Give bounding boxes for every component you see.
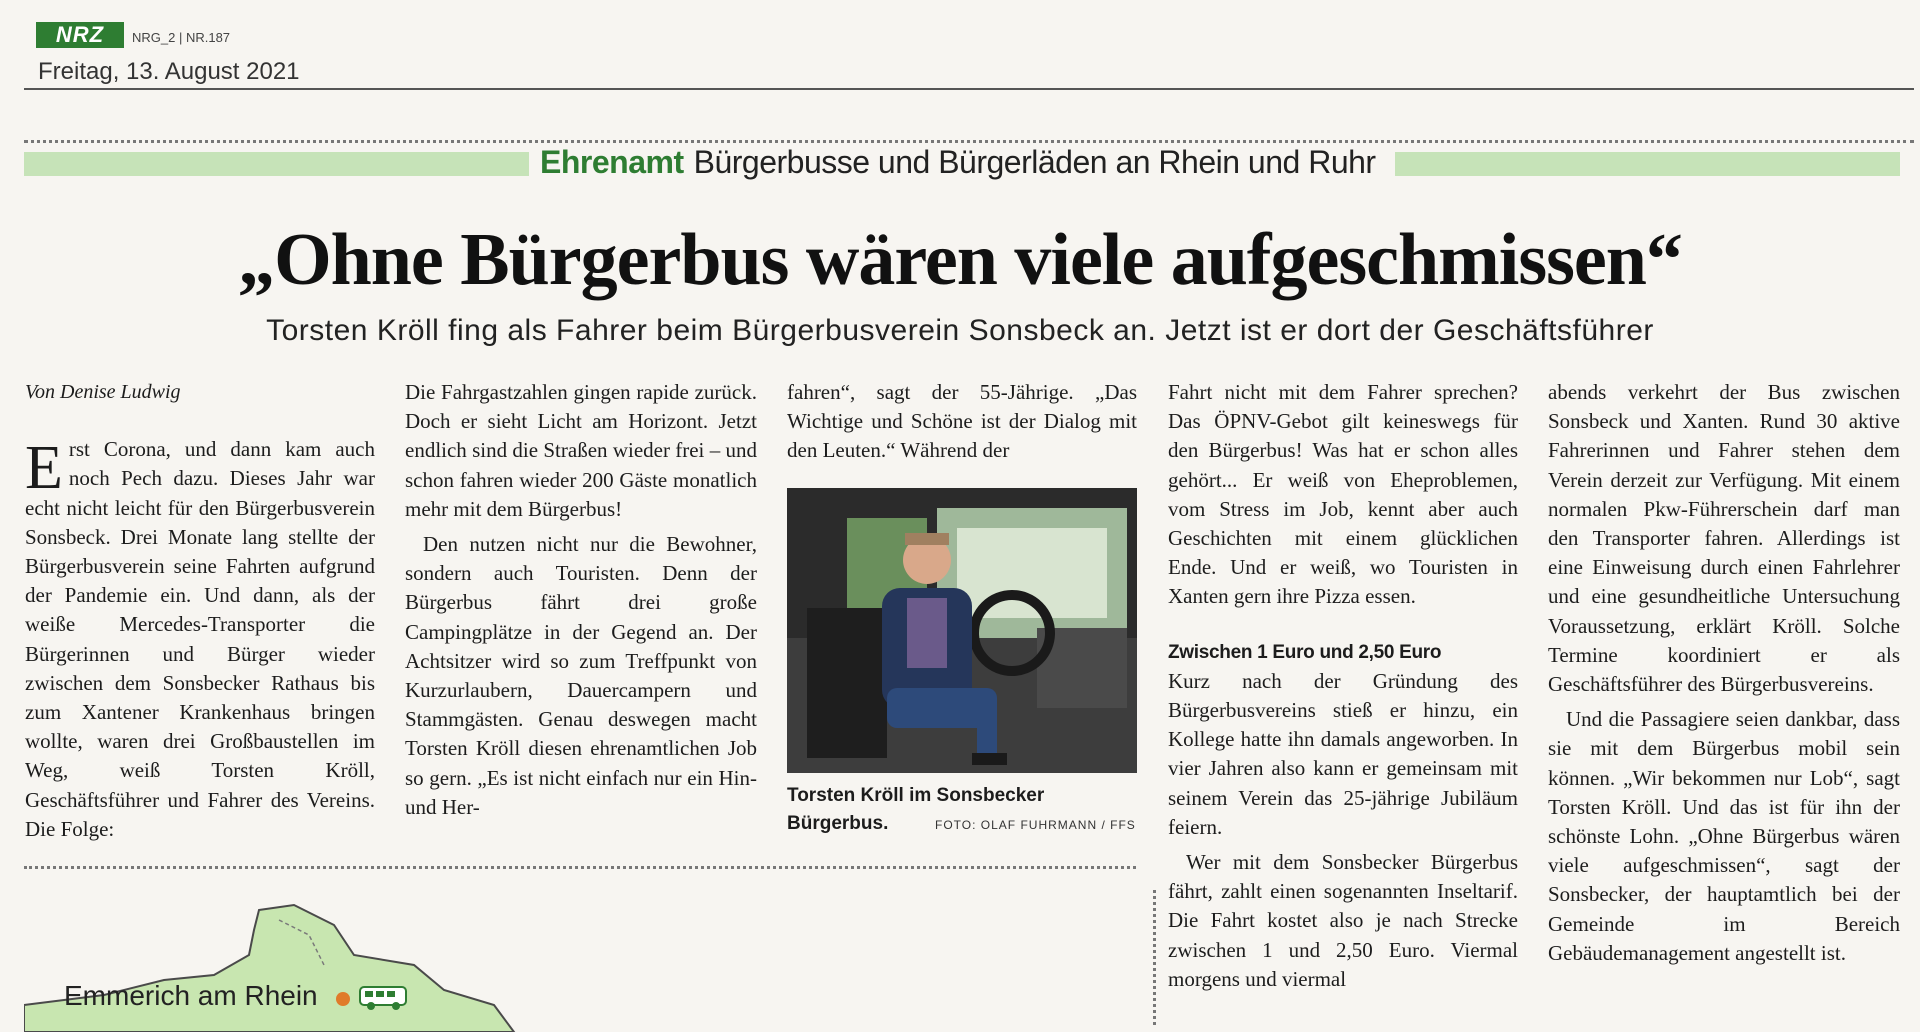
kicker-bar-right xyxy=(1395,152,1900,176)
paragraph: Wer mit dem Sonsbecker Bürgerbus fährt, zahlt einen sogenannten Inseltarif. Die Fahrt kostet also je nach Strecke zwischen 1 und 2,50 Euro. Viermal morgens und viermal xyxy=(1168,850,1518,991)
byline: Von Denise Ludwig xyxy=(25,381,181,403)
bus-icon xyxy=(358,984,410,1012)
paragraph: Den nutzen nicht nur die Bewohner, sondern auch Touristen. Denn der Bürgerbus fährt drei große Campingplätze in der Gegend an. Der Achtsitzer wird so zum Treffpunkt von Kurzurlaubern, Dauercampern und Stammgästen. Genau deswegen macht Torsten Kröll diesen ehrenamtlichen Job so gern. „Es ist nicht einfach nur ein Hin- und Her- xyxy=(405,532,757,819)
column-5 xyxy=(1548,378,1900,968)
paragraph-text: rst Corona, und dann kam auch noch Pech dazu. Dieses Jahr war echt nicht leicht für den Bürgerbusverein Sonsbeck. Drei Monate lang stellte der Bürgerbusverein seine Fahrten aufgrund der Pandemie ein. Und dann, als der weiße Mercedes-Transporter die Bürgerinnen und Bürger wieder zwischen dem Sonsbecker Rathaus bis zum Xantener Krankenhaus bringen wollte, waren drei Großbaustellen im Weg, weiß Torsten Kröll, Geschäftsführer und Fahrer des Vereins. Die Folge: xyxy=(25,437,375,841)
column-2 xyxy=(405,378,757,822)
location-marker xyxy=(336,992,350,1006)
kicker-bar-left xyxy=(24,152,529,176)
column-3 xyxy=(787,378,1137,466)
top-dotted-rule xyxy=(24,140,1914,143)
column-1 xyxy=(25,378,375,844)
paragraph: abends verkehrt der Bus zwischen Sonsbeck und Xanten. Rund 30 aktive Fahrerinnen und Fahrer stehen dem Verein derzeit zur Verfügung. Mit einem normalen Pkw-Führerschein darf man den Transporter fahren. Allerdings ist eine Einweisung durch einen Fahrlehrer und eine gesundheitliche Untersuchung Voraussetzung, erklärt Kröll. Solche Termine koordiniert er als Geschäftsführer des Bürgerbusvereins. xyxy=(1548,380,1900,697)
drop-cap: E xyxy=(25,434,63,503)
kicker-topic: Ehrenamt xyxy=(540,144,684,180)
column-4 xyxy=(1168,378,1518,994)
subheading: Zwischen 1 Euro und 2,50 Euro xyxy=(1168,641,1442,663)
kicker-title: Bürgerbusse und Bürgerläden an Rhein und Ruhr xyxy=(693,144,1376,180)
column-divider xyxy=(1153,890,1156,1025)
map-place-label: Emmerich am Rhein xyxy=(64,980,318,1011)
bottom-dotted-rule xyxy=(24,866,1136,869)
paragraph: fahren“, sagt der 55-Jährige. „Das Wichtige und Schöne ist der Dialog mit den Leuten.“ Während der xyxy=(787,380,1137,463)
subheadline: Torsten Kröll fing als Fahrer beim Bürgerbusverein Sonsbeck an. Jetzt ist er dort der Geschäftsführer xyxy=(266,314,1654,347)
header-rule xyxy=(24,88,1914,90)
headline: „Ohne Bürgerbus wären viele aufgeschmissen“ xyxy=(238,219,1682,301)
issue-date: Freitag, 13. August 2021 xyxy=(38,58,300,85)
paragraph: Kurz nach der Gründung des Bürgerbusvereins stieß er hinzu, ein Kollege hatte ihn damals angeworben. In vier Jahren also kann er gemeinsam mit seinem Verein das 25-jährige Jubiläum feiern. xyxy=(1168,668,1518,839)
bus-driver-photo xyxy=(787,488,1137,773)
paragraph: Und die Passagiere seien dankbar, dass sie mit dem Bürgerbus mobil sein können. „Wir bekommen nur Lob“, sagt Torsten Kröll. Und das ist für ihn der schönste Lohn. „Ohne Bürgerbus wären viele aufgeschmissen“, sagt der Sonsbecker, der hauptamtlich bei der Gemeinde im Bereich Gebäudemanagement angestellt ist. xyxy=(1548,707,1900,965)
newspaper-logo: NRZ xyxy=(36,22,124,48)
paragraph: Die Fahrgastzahlen gingen rapide zurück. Doch er sieht Licht am Horizont. Jetzt endlich sind die Straßen wieder frei – und schon fahren wieder 200 Gäste monatlich mehr mit dem Bürgerbus! xyxy=(405,380,757,521)
photo-credit: FOTO: OLAF FUHRMANN / FFS xyxy=(935,818,1136,832)
paragraph xyxy=(25,435,375,844)
edition-label: NRG_2 | NR.187 xyxy=(132,30,231,45)
kicker xyxy=(540,144,1376,181)
paragraph: Fahrt nicht mit dem Fahrer sprechen? Das ÖPNV-Gebot gilt keineswegs für den Bürgerbus! Was hat er schon alles gehört... Er weiß von Eheproblemen, vom Stress im Job, kennt aber auch Geschichten mit einem glücklichen Ende. Und er weiß, wo Touristen in Xanten gern ihre Pizza essen. xyxy=(1168,380,1518,609)
photo-caption: Torsten Kröll im Sonsbecker Bürgerbus. xyxy=(787,785,1045,834)
